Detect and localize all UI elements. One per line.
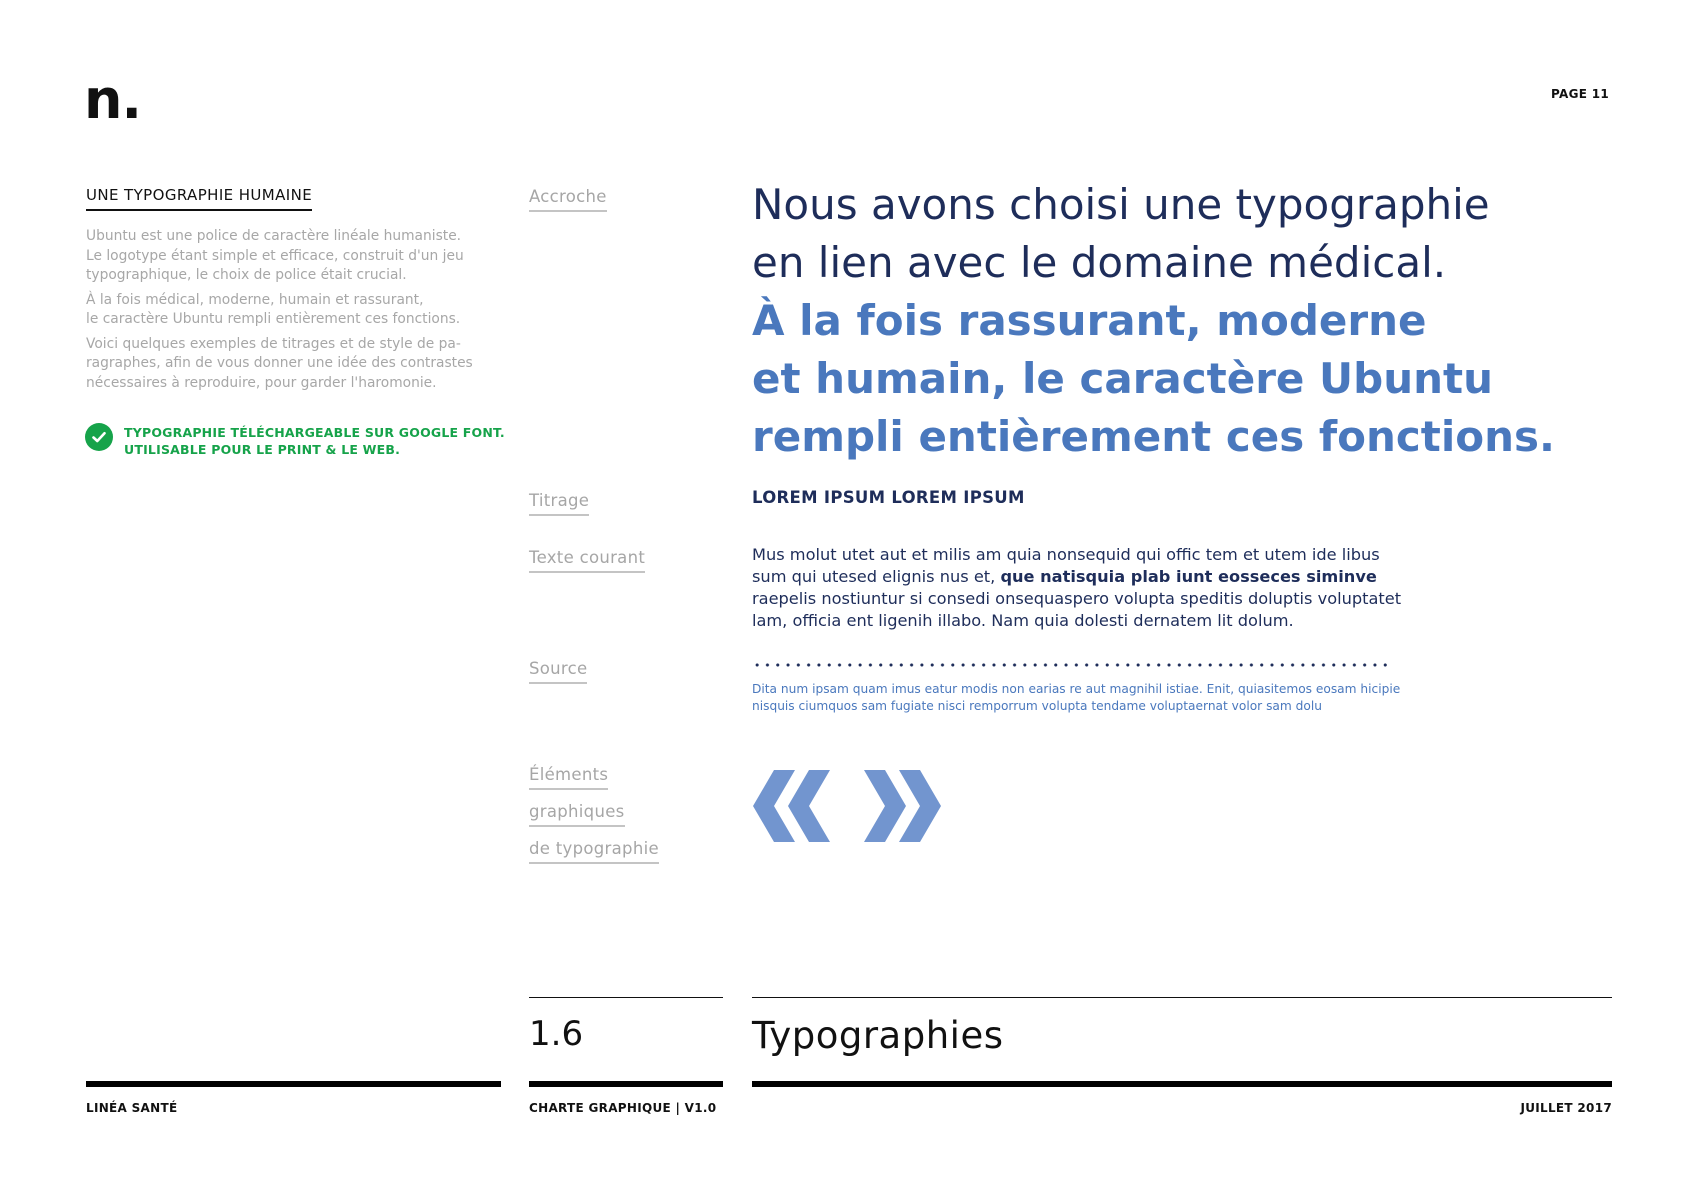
divider — [529, 997, 723, 998]
right-guillemet-icon — [864, 770, 906, 842]
label-accroche: Accroche — [529, 180, 607, 213]
section-number: 1.6 — [529, 1014, 584, 1054]
footer-rule — [86, 1081, 501, 1087]
titrage-sample: LOREM IPSUM LOREM IPSUM — [752, 488, 1025, 507]
dotted-separator — [752, 663, 1392, 667]
intro-paragraph: À la fois médical, moderne, humain et rassurant, le caractère Ubuntu rempli entièrement ces fonctions. — [86, 291, 461, 327]
label-elements-graphiques: Éléments graphiques de typographie — [529, 758, 659, 869]
accroche-light-text: Nous avons choisi une typographie en lien avec le domaine médical. — [752, 180, 1490, 287]
intro-text — [86, 227, 506, 398]
download-note — [85, 424, 505, 458]
source-sample: Dita num ipsam quam imus eatur modis non earias re aut magnihil istiae. Enit, quiasitemos eosam hicipie nisquis ciumquos sam fugiate nisci remporrum volupta tendame voluptaernat volor sam dolu — [752, 682, 1401, 713]
download-note-text: TYPOGRAPHIE TÉLÉCHARGEABLE SUR GOOGLE FONT. UTILISABLE POUR LE PRINT & LE WEB. — [124, 425, 505, 457]
footer-rule — [529, 1081, 723, 1087]
footer-brand: LINÉA SANTÉ — [86, 1101, 178, 1115]
accroche-bold-text: À la fois rassurant, moderne et humain, le caractère Ubuntu rempli entièrement ces fonctions. — [752, 296, 1555, 461]
intro-paragraph: Ubuntu est une police de caractère linéale humaniste. Le logotype étant simple et efficace, construit d'un jeu typographique, le choix de police était crucial. — [86, 228, 464, 283]
body-text-bold: que natisquia plab iunt eosseces siminve — [1000, 567, 1377, 586]
divider — [752, 997, 1612, 998]
left-guillemet-icon — [788, 770, 830, 842]
section-title: Typographies — [752, 1014, 1004, 1057]
footer-rule — [752, 1081, 1612, 1087]
intro-paragraph: Voici quelques exemples de titrages et de style de pa- ragraphes, afin de vous donner une idée des contrastes nécessaires à reproduire, pour garder l'haromonie. — [86, 335, 473, 391]
label-titrage: Titrage — [529, 484, 589, 517]
check-circle-icon — [85, 423, 113, 451]
page-number: PAGE 11 — [1550, 87, 1609, 101]
footer-date: JUILLET 2017 — [1520, 1101, 1612, 1115]
footer-document: CHARTE GRAPHIQUE | V1.0 — [529, 1101, 717, 1115]
accroche-sample — [752, 176, 1652, 466]
guillemets-icon — [752, 770, 952, 842]
brand-logo: n. — [84, 68, 141, 131]
section-heading: UNE TYPOGRAPHIE HUMAINE — [86, 186, 312, 211]
body-text-sample: Mus molut utet aut et milis am quia nonsequid qui offic tem et utem ide libus sum qui utesed elignis nus et, que natisquia plab iunt eosseces siminve raepelis nostiuntur si consedi onsequaspero volupta speditis doluptis voluptatet lam, officia ent ligenih illabo. Nam quia dolesti dernatem lit dolum. — [752, 545, 1402, 630]
label-texte-courant: Texte courant — [529, 541, 645, 574]
label-source: Source — [529, 652, 587, 685]
